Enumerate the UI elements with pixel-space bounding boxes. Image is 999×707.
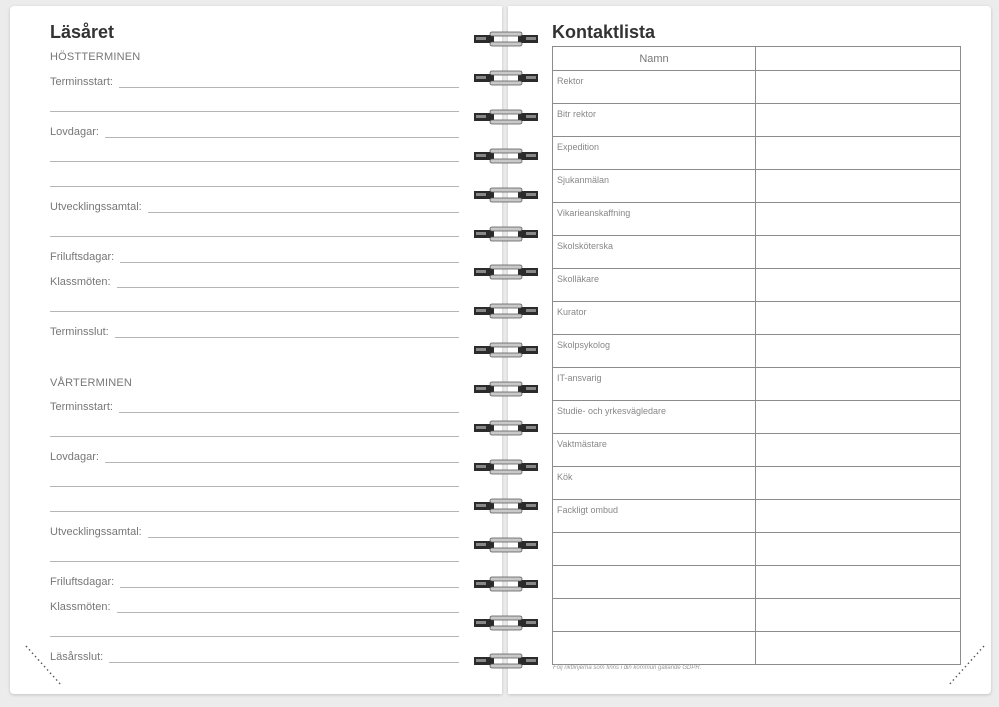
spiral-ring-icon — [473, 535, 539, 557]
contact-detail-cell[interactable] — [756, 269, 961, 302]
contact-role-cell[interactable]: Studie- och yrkesvägledare — [553, 401, 756, 434]
autumn-outdoor-days-label: Friluftsdagar: — [50, 251, 115, 263]
spiral-ring-icon — [473, 107, 539, 129]
writing-line[interactable] — [50, 486, 459, 487]
perforation-corner-left-icon — [24, 644, 66, 690]
spiral-ring-icon — [473, 224, 539, 246]
spiral-ring-icon — [473, 301, 539, 323]
contact-detail-cell[interactable] — [756, 236, 961, 269]
contact-role-cell[interactable]: Vaktmästare — [553, 434, 756, 467]
contact-role-cell[interactable]: Bitr rektor — [553, 104, 756, 137]
spiral-ring-icon — [473, 418, 539, 440]
writing-line[interactable] — [50, 236, 459, 237]
writing-line[interactable] — [50, 111, 459, 112]
contact-detail-cell[interactable] — [756, 566, 961, 599]
spiral-ring-icon — [473, 340, 539, 362]
autumn-start-field[interactable] — [50, 74, 459, 88]
contact-role-cell[interactable]: Fackligt ombud — [553, 500, 756, 533]
contact-detail-cell[interactable] — [756, 368, 961, 401]
contact-detail-cell[interactable] — [756, 203, 961, 236]
contact-detail-cell[interactable] — [756, 500, 961, 533]
contact-role-cell[interactable]: Skolläkare — [553, 269, 756, 302]
autumn-dev-talks-label: Utvecklingssamtal: — [50, 201, 142, 213]
spiral-ring-icon — [473, 651, 539, 673]
contact-role-cell[interactable]: Expedition — [553, 137, 756, 170]
spring-class-meetings-label: Klassmöten: — [50, 601, 111, 613]
spiral-ring-icon — [473, 574, 539, 596]
autumn-dev-talks-field[interactable] — [50, 199, 459, 213]
contact-role-cell[interactable] — [553, 566, 756, 599]
spring-class-meetings-field[interactable] — [50, 599, 459, 613]
autumn-end-label: Terminsslut: — [50, 326, 109, 338]
writing-line[interactable] — [50, 511, 459, 512]
contact-detail-cell[interactable] — [756, 467, 961, 500]
spiral-ring-icon — [473, 68, 539, 90]
left-page — [10, 6, 502, 694]
contact-detail-cell[interactable] — [756, 170, 961, 203]
contact-detail-cell[interactable] — [756, 137, 961, 170]
spiral-ring-icon — [473, 29, 539, 51]
spring-year-end-label: Läsårsslut: — [50, 651, 104, 663]
spring-dev-talks-field[interactable] — [50, 524, 459, 538]
spiral-ring-icon — [473, 262, 539, 284]
contact-detail-cell[interactable] — [756, 104, 961, 137]
contact-role-cell[interactable]: Skolsköterska — [553, 236, 756, 269]
page-title-lasaret: Läsåret — [50, 22, 115, 42]
contact-detail-cell[interactable] — [756, 632, 961, 665]
spiral-ring-icon — [473, 613, 539, 635]
writing-line[interactable] — [50, 311, 459, 312]
contact-detail-cell[interactable] — [756, 599, 961, 632]
writing-line[interactable] — [50, 186, 459, 187]
writing-line[interactable] — [50, 561, 459, 562]
table-row — [553, 434, 961, 467]
autumn-holidays-label: Lovdagar: — [50, 126, 99, 138]
contact-role-cell[interactable] — [553, 533, 756, 566]
table-row — [553, 269, 961, 302]
spring-holidays-field[interactable] — [50, 449, 459, 463]
contact-role-cell[interactable]: Vikarieanskaffning — [553, 203, 756, 236]
contact-role-cell[interactable]: Skolpsykolog — [553, 335, 756, 368]
contact-detail-cell[interactable] — [756, 533, 961, 566]
spring-year-end-field[interactable] — [50, 649, 459, 663]
autumn-start-label: Terminsstart: — [50, 76, 113, 88]
contact-role-cell[interactable]: IT-ansvarig — [553, 368, 756, 401]
writing-line[interactable] — [50, 636, 459, 637]
column-header-contact — [756, 47, 961, 71]
contact-role-cell[interactable]: Kurator — [553, 302, 756, 335]
contact-role-cell[interactable]: Kök — [553, 467, 756, 500]
table-row — [553, 302, 961, 335]
contact-detail-cell[interactable] — [756, 335, 961, 368]
table-row — [553, 368, 961, 401]
contact-detail-cell[interactable] — [756, 434, 961, 467]
table-row — [553, 236, 961, 269]
table-row — [553, 533, 961, 566]
contact-role-cell[interactable]: Sjukanmälan — [553, 170, 756, 203]
table-row — [553, 500, 961, 533]
spring-dev-talks-label: Utvecklingssamtal: — [50, 526, 142, 538]
contact-detail-cell[interactable] — [756, 401, 961, 434]
spring-outdoor-days-field[interactable] — [50, 574, 459, 588]
page-title-kontaktlista: Kontaktlista — [552, 22, 656, 42]
table-row — [553, 632, 961, 665]
writing-line[interactable] — [50, 161, 459, 162]
spiral-ring-icon — [473, 379, 539, 401]
autumn-heading: HÖSTTERMINEN — [50, 51, 141, 63]
table-row — [553, 566, 961, 599]
writing-line[interactable] — [50, 436, 459, 437]
spiral-ring-icon — [473, 496, 539, 518]
table-row — [553, 137, 961, 170]
contact-role-cell[interactable] — [553, 632, 756, 665]
spiral-ring-icon — [473, 146, 539, 168]
autumn-end-field[interactable] — [50, 324, 459, 338]
spiral-ring-icon — [473, 185, 539, 207]
table-row — [553, 599, 961, 632]
column-header-name: Namn — [553, 47, 756, 71]
contact-role-cell[interactable]: Rektor — [553, 71, 756, 104]
table-row — [553, 71, 961, 104]
table-row — [553, 104, 961, 137]
spring-start-field[interactable] — [50, 399, 459, 413]
contact-role-cell[interactable] — [553, 599, 756, 632]
spring-holidays-label: Lovdagar: — [50, 451, 99, 463]
contact-detail-cell[interactable] — [756, 302, 961, 335]
autumn-class-meetings-field[interactable] — [50, 274, 459, 288]
autumn-class-meetings-label: Klassmöten: — [50, 276, 111, 288]
table-row — [553, 401, 961, 434]
table-row — [553, 170, 961, 203]
spring-outdoor-days-label: Friluftsdagar: — [50, 576, 115, 588]
gdpr-footnote: Följ riktlinjerna som finns i din kommun gällande GDPR. — [553, 665, 702, 671]
table-row — [553, 467, 961, 500]
autumn-holidays-field[interactable] — [50, 124, 459, 138]
contact-table — [552, 46, 961, 665]
contact-detail-cell[interactable] — [756, 71, 961, 104]
spiral-ring-icon — [473, 457, 539, 479]
table-row — [553, 203, 961, 236]
table-row — [553, 335, 961, 368]
spring-heading: VÅRTERMINEN — [50, 377, 133, 389]
autumn-outdoor-days-field[interactable] — [50, 249, 459, 263]
spring-start-label: Terminsstart: — [50, 401, 113, 413]
